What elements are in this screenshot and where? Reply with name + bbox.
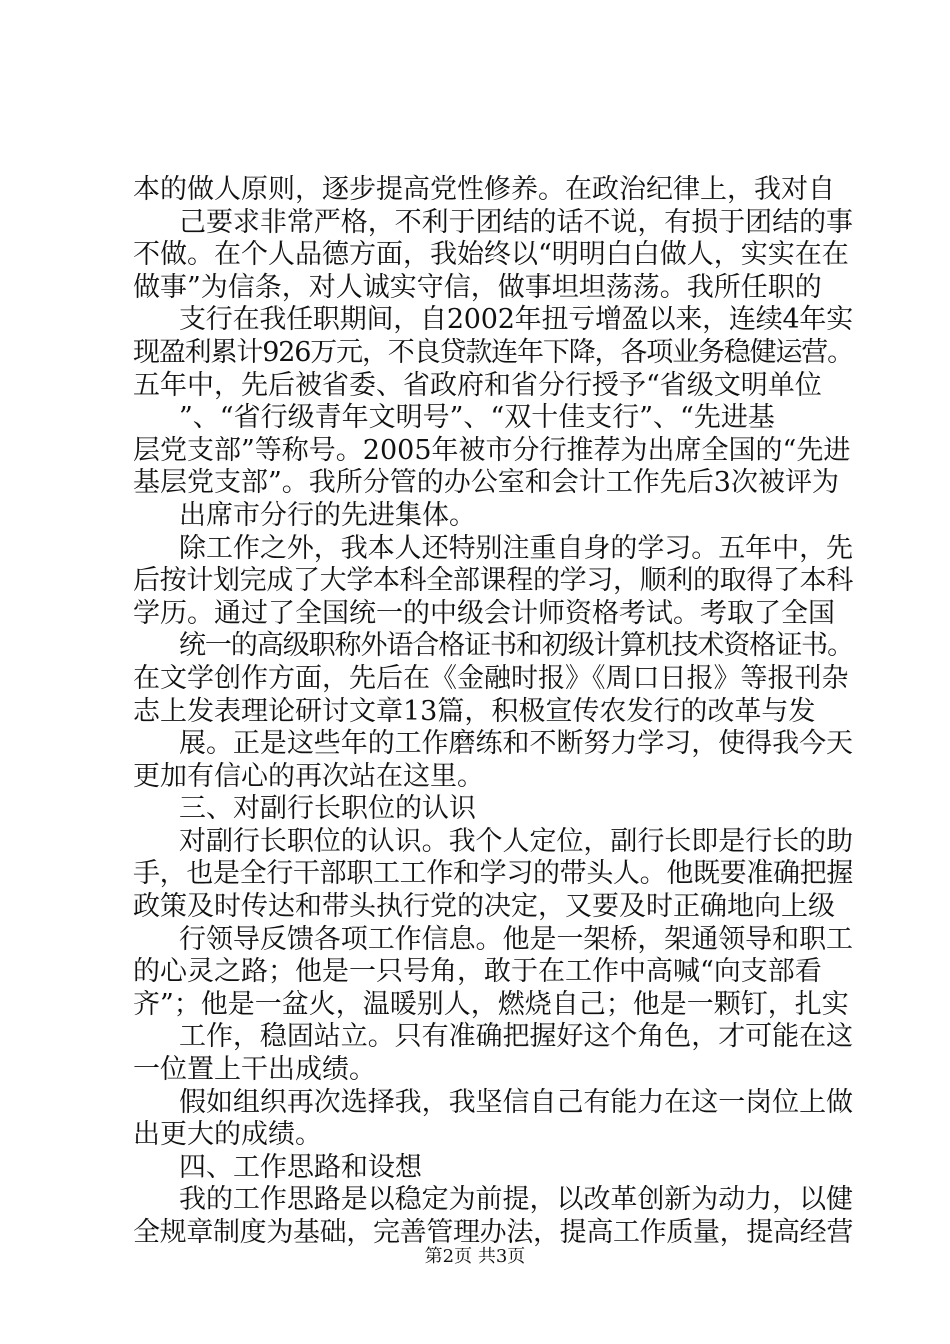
text-line: 不做。在个人品德方面，我始终以“明明白白做人，实实在在 [133, 239, 849, 271]
text-line: 手，也是全行干部职工工作和学习的带头人。他既要准确把握 [133, 858, 853, 890]
page-footer: 第2页 共3页 [424, 1246, 526, 1267]
text-line: 在文学创作方面，先后在《金融时报》《周口日报》等报刊杂 [133, 662, 849, 694]
text-line: ”、“省行级青年文明号”、“双十佳支行”、“先进基 [179, 402, 775, 434]
text-line: 更加有信心的再次站在这里。 [133, 760, 484, 792]
text-line: 志上发表理论研讨文章13篇，积极宣传农发行的改革与发 [133, 695, 816, 727]
text-line: 统一的高级职称外语合格证书和初级计算机技术资格证书。 [179, 630, 853, 662]
text-line: 我的工作思路是以稳定为前提，以改革创新为动力，以健 [179, 1184, 853, 1216]
document-body [133, 174, 853, 1250]
text-line: 基层党支部”。我所分管的办公室和会计工作先后3次被评为 [133, 467, 839, 499]
text-line: 现盈利累计926万元，不良贷款连年下降，各项业务稳健运营。 [133, 336, 853, 368]
text-line: 行领导反馈各项工作信息。他是一架桥，架通领导和职工 [179, 923, 853, 955]
text-line: 后按计划完成了大学本科全部课程的学习，顺利的取得了本科 [133, 565, 853, 597]
text-line: 全规章制度为基础，完善管理办法，提高工作质量，提高经营 [133, 1217, 853, 1248]
text-line: 的心灵之路；他是一只号角，敢于在工作中高喊“向支部看 [133, 956, 822, 988]
text-line: 出席市分行的先进集体。 [179, 499, 476, 531]
text-line: 除工作之外，我本人还特别注重自身的学习。五年中，先 [179, 532, 853, 564]
text-line: 出更大的成绩。 [133, 1119, 322, 1151]
text-line: 齐”；他是一盆火，温暖别人，燃烧自己；他是一颗钉，扎实 [133, 988, 849, 1020]
text-line: 展。正是这些年的工作磨练和不断努力学习，使得我今天 [179, 728, 853, 760]
text-line: 对副行长职位的认识。我个人定位，副行长即是行长的助 [179, 825, 853, 857]
text-line: 三、对副行长职位的认识 [179, 793, 476, 825]
text-line: 学历。通过了全国统一的中级会计师资格考试。考取了全国 [133, 597, 835, 629]
text-line: 本的做人原则，逐步提高党性修养。在政治纪律上，我对自 [133, 174, 835, 205]
text-line: 支行在我任职期间，自2002年扭亏增盈以来，连续4年实 [179, 304, 853, 336]
text-line: 政策及时传达和带头执行党的决定，又要及时正确地向上级 [133, 891, 835, 923]
text-line: 做事”为信条，对人诚实守信，做事坦坦荡荡。我所任职的 [133, 271, 822, 303]
text-line: 层党支部”等称号。2005年被市分行推荐为出席全国的“先进 [133, 434, 851, 466]
text-line: 四、工作思路和设想 [179, 1151, 422, 1183]
text-line: 工作，稳固站立。只有准确把握好这个角色，才可能在这 [179, 1021, 853, 1053]
text-line: 五年中，先后被省委、省政府和省分行授予“省级文明单位 [133, 369, 822, 401]
text-line: 假如组织再次选择我，我坚信自己有能力在这一岗位上做 [179, 1086, 853, 1118]
text-line: 己要求非常严格，不利于团结的话不说，有损于团结的事 [179, 206, 853, 238]
text-line: 一位置上干出成绩。 [133, 1054, 376, 1086]
